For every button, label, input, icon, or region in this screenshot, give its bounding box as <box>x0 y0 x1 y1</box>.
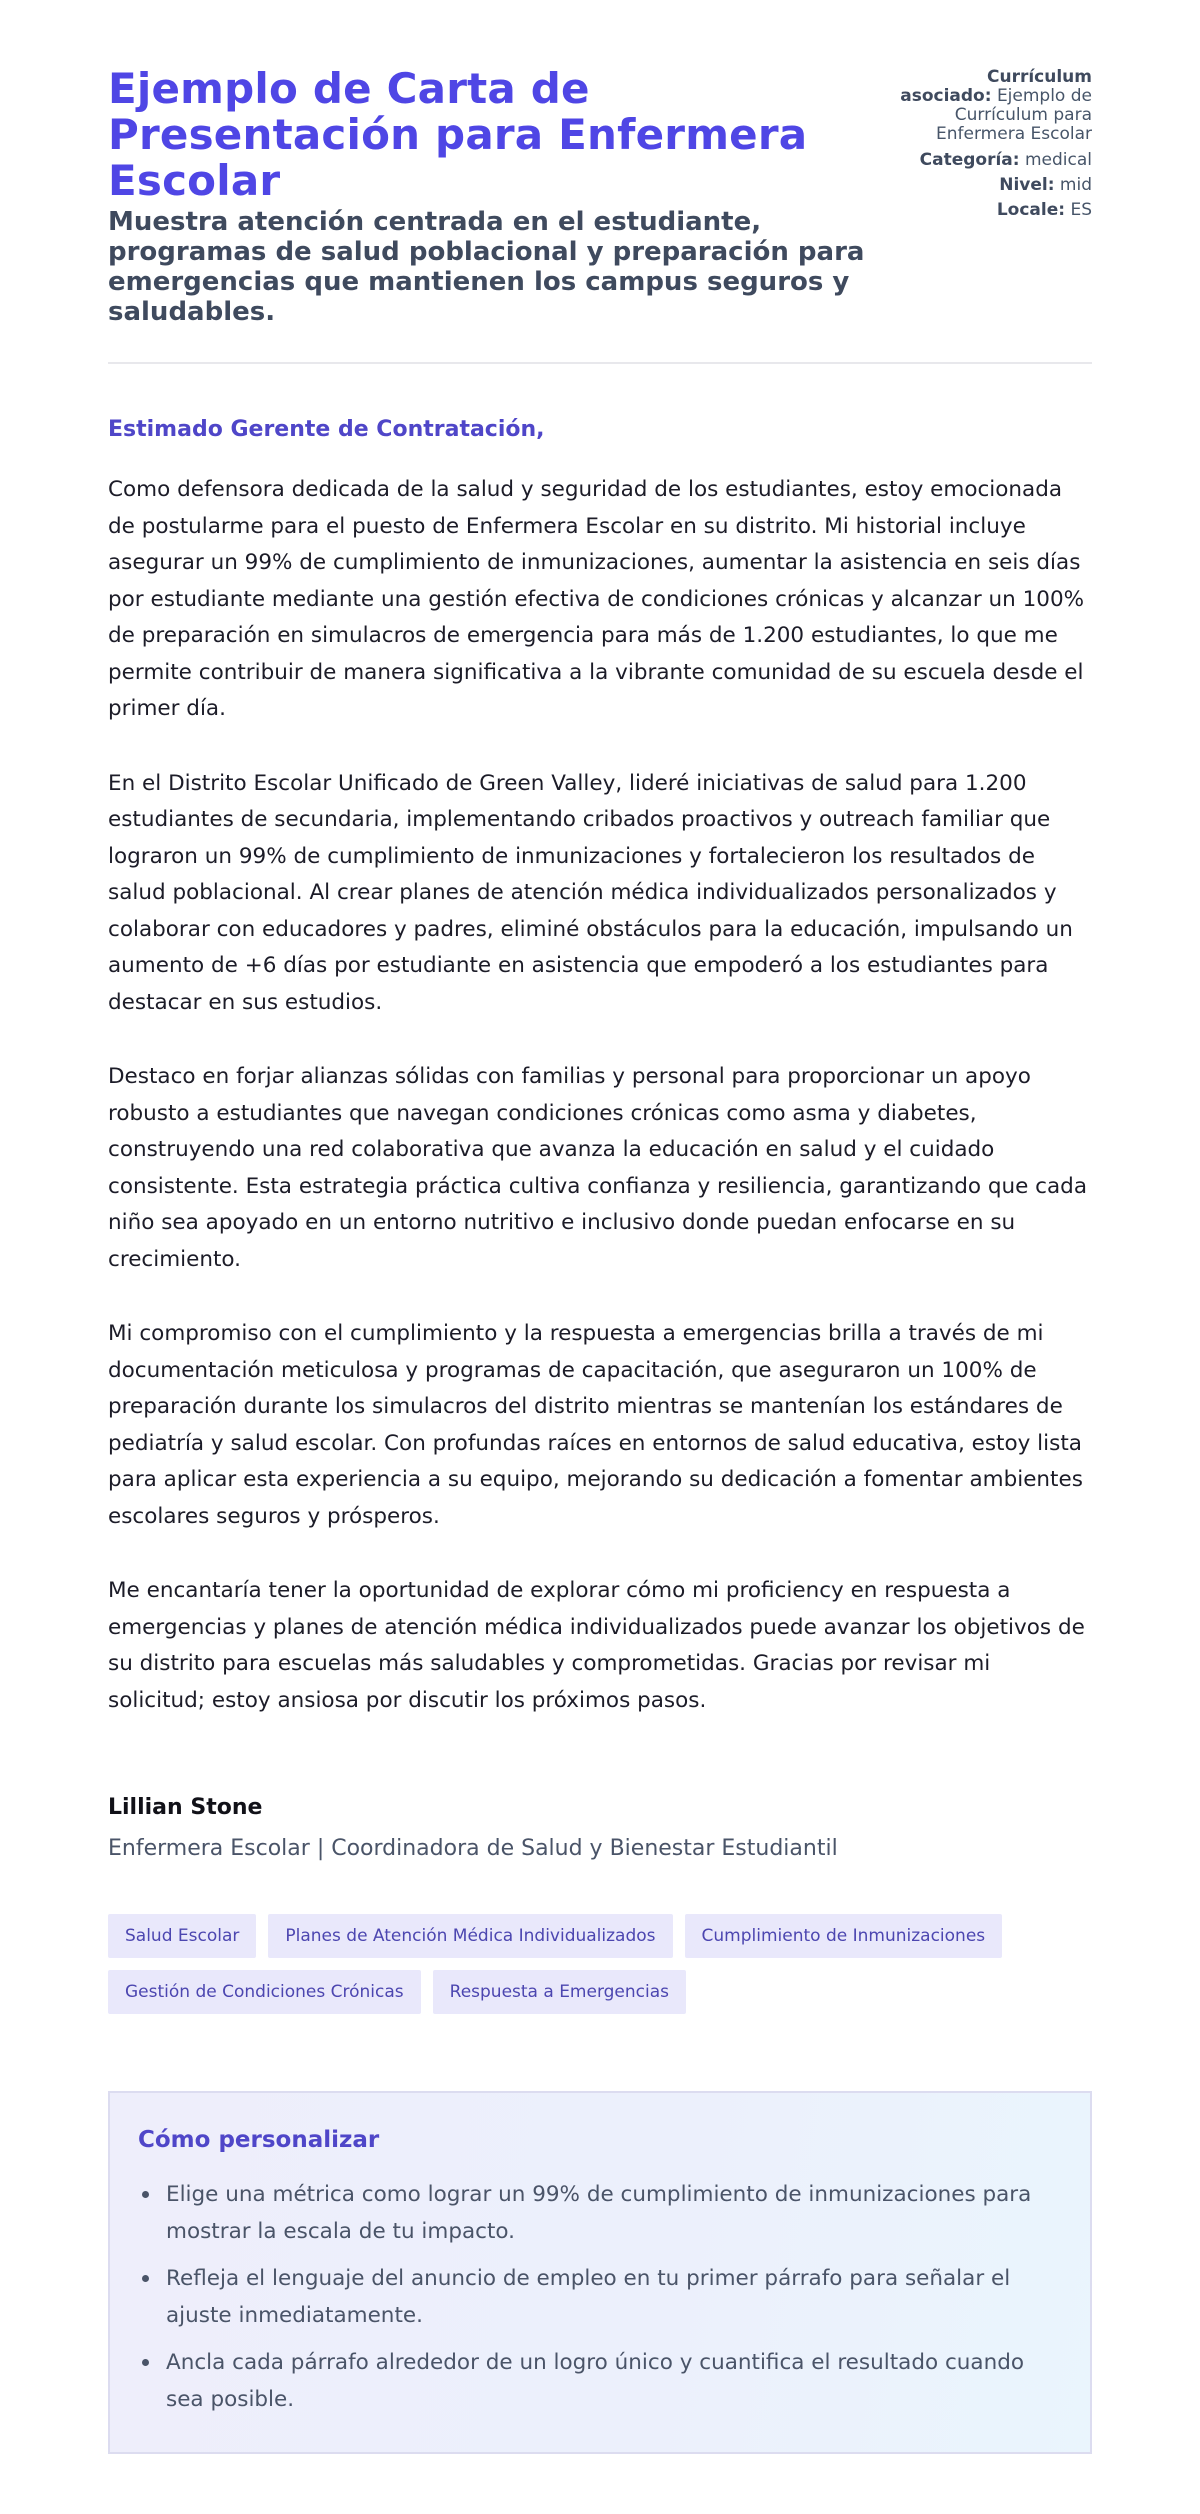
header-divider <box>108 362 1092 364</box>
skill-tag: Gestión de Condiciones Crónicas <box>108 1970 421 2014</box>
bullet-icon <box>142 2359 149 2366</box>
tips-list <box>138 2176 1062 2418</box>
page-subtitle: Muestra atención centrada en el estudiante, programas de salud poblacional y preparación para emergencias que mantienen los campus seguros y saludables. <box>108 207 865 327</box>
letter-paragraph: Como defensora dedicada de la salud y seguridad de los estudiantes, estoy emocionada de postularme para el puesto de Enfermera Escolar en su distrito. Mi historial incluye asegurar un 99% de cumplimiento de inmunizaciones, aumentar la asistencia en seis días por estudiante mediante una gestión efectiva de condiciones crónicas y alcanzar un 100% de preparación en simulacros de emergencia para más de 1.200 estudiantes, lo que me permite contribuir de manera significativa a la vibrante comunidad de su escuela desde el primer día. <box>108 477 1085 721</box>
meta-category <box>892 151 1092 170</box>
tip-text: Elige una métrica como lograr un 99% de cumplimiento de inmunizaciones para mostrar la escala de tu impacto. <box>166 2182 1032 2244</box>
signature-role: Enfermera Escolar | Coordinadora de Salud y Bienestar Estudiantil <box>108 1836 838 1861</box>
meta-level <box>892 176 1092 195</box>
letter-paragraph: Me encantaría tener la oportunidad de explorar cómo mi proficiency en respuesta a emergencias y planes de atención médica individualizados puede avanzar los objetivos de su distrito para escuelas más saludables y comprometidas. Gracias por revisar mi solicitud; estoy ansiosa por discutir los próximos pasos. <box>108 1578 1085 1713</box>
skill-tag: Salud Escolar <box>108 1914 256 1958</box>
page-title: Ejemplo de Carta de Presentación para Enfermera Escolar <box>108 64 808 205</box>
skill-tag: Respuesta a Emergencias <box>433 1970 686 2014</box>
header-titles <box>108 66 878 327</box>
meta-value: Ejemplo de Currículum para Enfermera Escolar <box>936 86 1092 144</box>
signature-block <box>108 1794 1092 1863</box>
letter-paragraph: Destaco en forjar alianzas sólidas con familias y personal para proporcionar un apoyo robusto a estudiantes que navegan condiciones crónicas como asma y diabetes, construyendo una red colaborativa que avanza la educación en salud y el cuidado consistente. Esta estrategia práctica cultiva confianza y resiliencia, garantizando que cada niño sea apoyado en un entorno nutritivo e inclusivo donde puedan enfocarse en su crecimiento. <box>108 1064 1087 1272</box>
meta-value: mid <box>1059 175 1092 195</box>
bullet-icon <box>142 2275 149 2282</box>
meta-label: Locale: <box>996 200 1066 220</box>
skill-tag: Cumplimiento de Inmunizaciones <box>685 1914 1003 1958</box>
skill-tag: Planes de Atención Médica Individualizados <box>268 1914 672 1958</box>
letter-paragraph: En el Distrito Escolar Unificado de Green Valley, lideré iniciativas de salud para 1.200 estudiantes de secundaria, implementando cribados proactivos y outreach familiar que lograron un 99% de cumplimiento de inmunizaciones y fortalecieron los resultados de salud poblacional. Al crear planes de atención médica individualizados personalizados y colaborar con educadores y padres, eliminé obstáculos para la educación, impulsando un aumento de +6 días por estudiante en asistencia que empoderó a los estudiantes para destacar en sus estudios. <box>108 770 1073 1015</box>
salutation: Estimado Gerente de Contratación, <box>108 417 545 442</box>
skill-tags <box>108 1914 1068 2014</box>
tip-item <box>138 2344 1062 2418</box>
tip-item <box>138 2260 1062 2334</box>
meta-label: Currículum asociado: <box>900 67 1092 106</box>
metadata-panel <box>892 66 1092 226</box>
page-header <box>108 66 1092 327</box>
letter-body <box>108 416 1092 1863</box>
meta-value: medical <box>1024 150 1092 170</box>
letter-paragraph: Mi compromiso con el cumplimiento y la respuesta a emergencias brilla a través de mi documentación meticulosa y programas de capacitación, que aseguraron un 100% de preparación durante los simulacros del distrito mientras se mantenían los estándares de pediatría y salud escolar. Con profundas raíces en entornos de salud educativa, estoy lista para aplicar esta experiencia a su equipo, mejorando su dedicación a fomentar ambientes escolares seguros y prósperos. <box>108 1321 1083 1529</box>
signature-name: Lillian Stone <box>108 1795 263 1820</box>
meta-value: ES <box>1070 200 1092 220</box>
customization-tips-box <box>108 2091 1092 2454</box>
meta-label: Categoría: <box>919 150 1020 170</box>
meta-associated-resume <box>892 68 1092 144</box>
meta-label: Nivel: <box>999 175 1055 195</box>
tip-text: Ancla cada párrafo alrededor de un logro único y cuantifica el resultado cuando sea posible. <box>166 2350 1025 2412</box>
bullet-icon <box>142 2191 149 2198</box>
meta-locale <box>892 201 1092 220</box>
tip-text: Refleja el lenguaje del anuncio de empleo en tu primer párrafo para señalar el ajuste inmediatamente. <box>166 2266 1011 2328</box>
letter-paragraphs <box>108 472 1092 1719</box>
tip-item <box>138 2176 1062 2250</box>
tips-title: Cómo personalizar <box>138 2127 380 2153</box>
